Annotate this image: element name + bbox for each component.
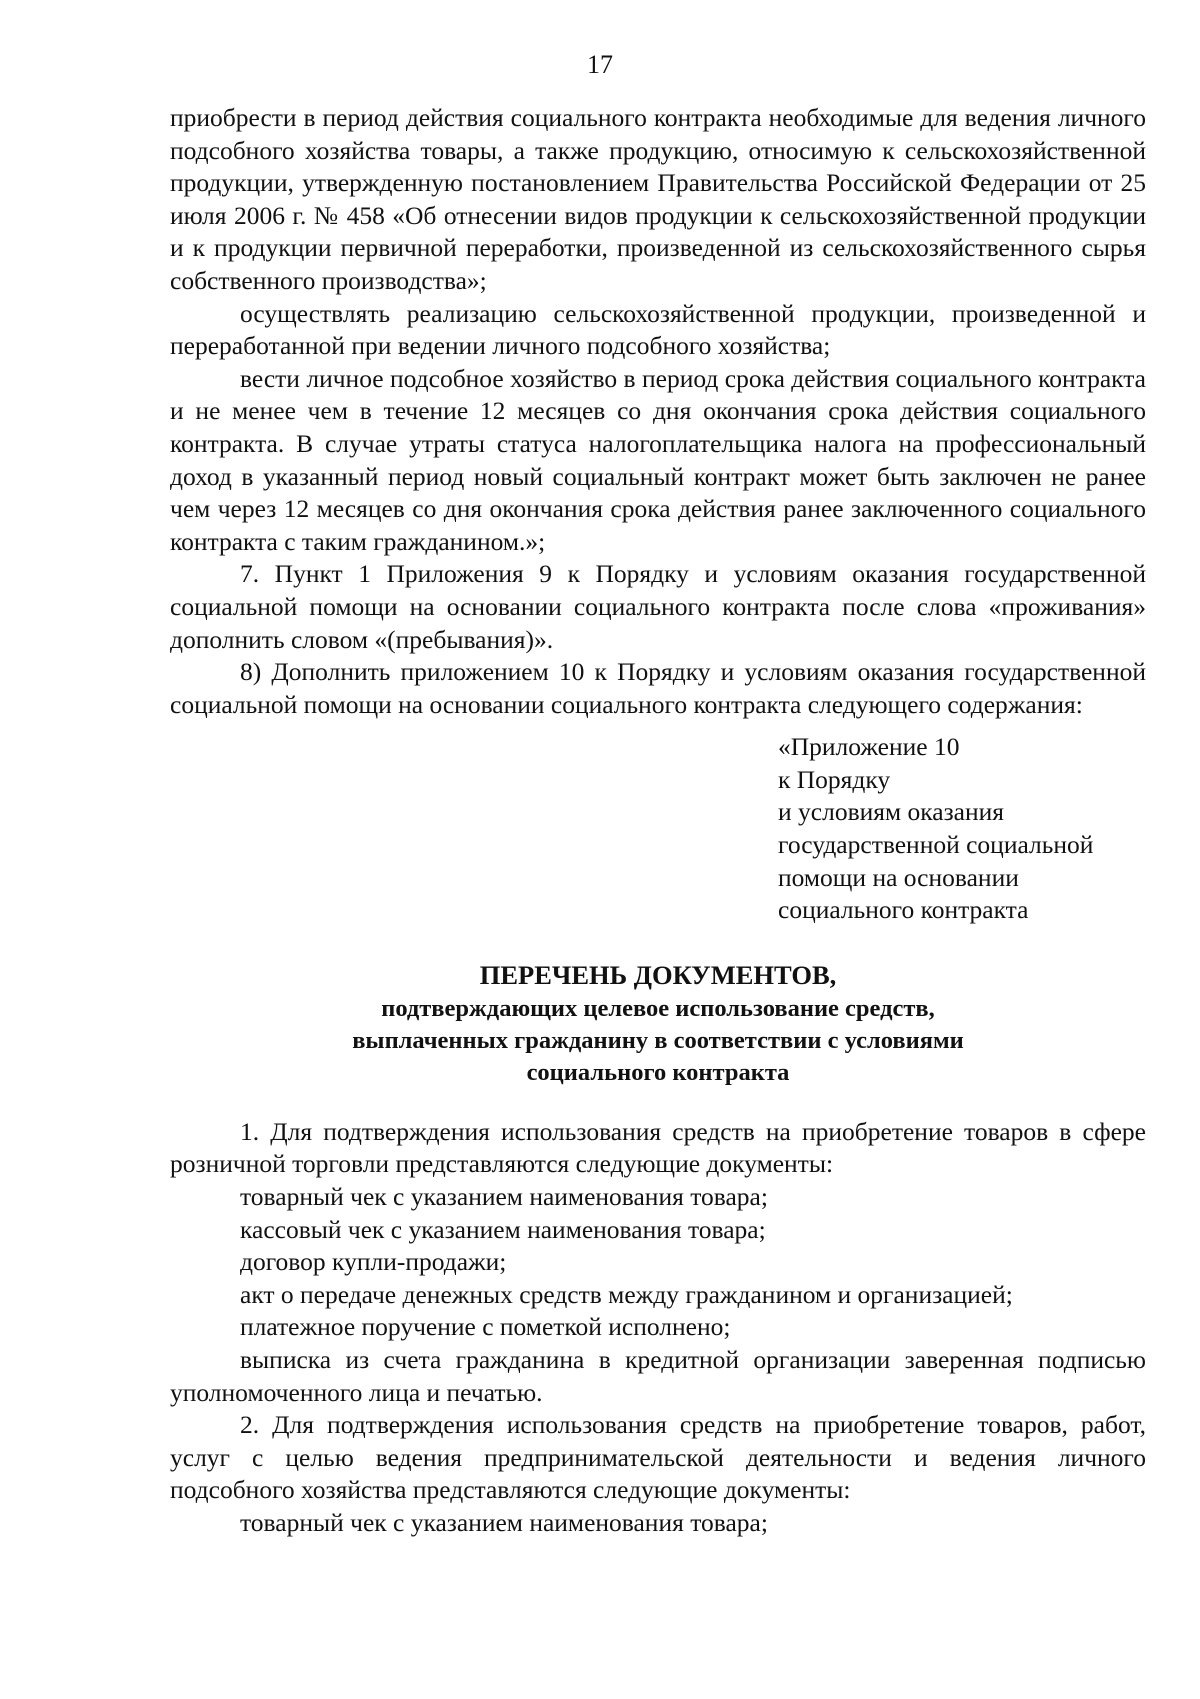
list-item: договор купли-продажи; <box>240 1247 507 1277</box>
title-main: ПЕРЕЧЕНЬ ДОКУМЕНТОВ, <box>479 959 837 990</box>
list-item: акт о передаче денежных средств между гражданином и организацией; <box>240 1279 1013 1309</box>
section-1-heading: 1. Для подтверждения использования средств на приобретение товаров в сфере розничной торговли представляются следующие документы: <box>170 1116 1146 1179</box>
list-item: кассовый чек с указанием наименования товара; <box>240 1214 766 1244</box>
section-2-heading: 2. Для подтверждения использования средств на приобретение товаров, работ, услуг с целью ведения предпринимательской деятельности и ведения личного подсобного хозяйства представляются следующие документы: <box>170 1410 1146 1505</box>
title-subtitle: подтверждающих целевое использование средств, <box>381 994 935 1022</box>
paragraph-purchase-goods: приобрести в период действия социального контракта необходимые для ведения личного подсобного хозяйства товары, а также продукцию, относимую к сельскохозяйственной продукции, утвержденную постановлением Правительства Российской Федерации от 25 июля 2006 г. № 458 «Об отнесении видов продукции к сельскохозяйственной продукции и к продукции первичной переработки, произведенной из сельскохозяйственного сырья собственного производства»; <box>170 103 1146 295</box>
appendix-line: социального контракта <box>778 895 1029 925</box>
appendix-line: к Порядку <box>778 764 891 794</box>
appendix-line: и условиям оказания <box>778 797 1004 827</box>
appendix-header <box>778 731 1146 927</box>
paragraph-maintain-farm: вести личное подсобное хозяйство в период срока действия социального контракта и не менее чем в течение 12 месяцев со дня окончания срока действия социального контракта. В случае утраты статуса налогоплательщика налога на профессиональный доход в указанный период новый социальный контракт может быть заключен не ранее чем через 12 месяцев со дня окончания срока действия ранее заключенного социального контракта с таким гражданином.»; <box>170 363 1146 556</box>
appendix-line: «Приложение 10 <box>778 732 960 762</box>
appendix-line: помощи на основании <box>778 862 1019 892</box>
title-subtitle: социального контракта <box>526 1058 790 1086</box>
list-item: товарный чек с указанием наименования товара; <box>240 1182 768 1212</box>
appendix-line: государственной социальной <box>778 830 1094 860</box>
document-title <box>170 957 1146 1089</box>
paragraph-item-8: 8) Дополнить приложением 10 к Порядку и условиям оказания государственной социальной помощи на основании социального контракта следующего содержания: <box>170 657 1146 719</box>
list-item: платежное поручение с пометкой исполнено; <box>240 1312 731 1342</box>
list-item: товарный чек с указанием наименования товара; <box>240 1507 768 1537</box>
paragraph-sell-produce: осуществлять реализацию сельскохозяйственной продукции, произведенной и переработанной при ведении личного подсобного хозяйства; <box>170 298 1146 361</box>
page-number: 17 <box>587 50 613 79</box>
section-1 <box>170 1116 1146 1409</box>
list-item: выписка из счета гражданина в кредитной организации заверенная подписью уполномоченного лица и печатью. <box>170 1345 1146 1407</box>
paragraph-item-7: 7. Пункт 1 Приложения 9 к Порядку и условиям оказания государственной социальной помощи на основании социального контракта после слова «проживания» дополнить словом «(пребывания)». <box>170 559 1146 654</box>
title-subtitle: выплаченных гражданину в соответствии с условиями <box>352 1026 964 1054</box>
section-2 <box>170 1409 1146 1539</box>
document-body <box>170 102 1146 1540</box>
